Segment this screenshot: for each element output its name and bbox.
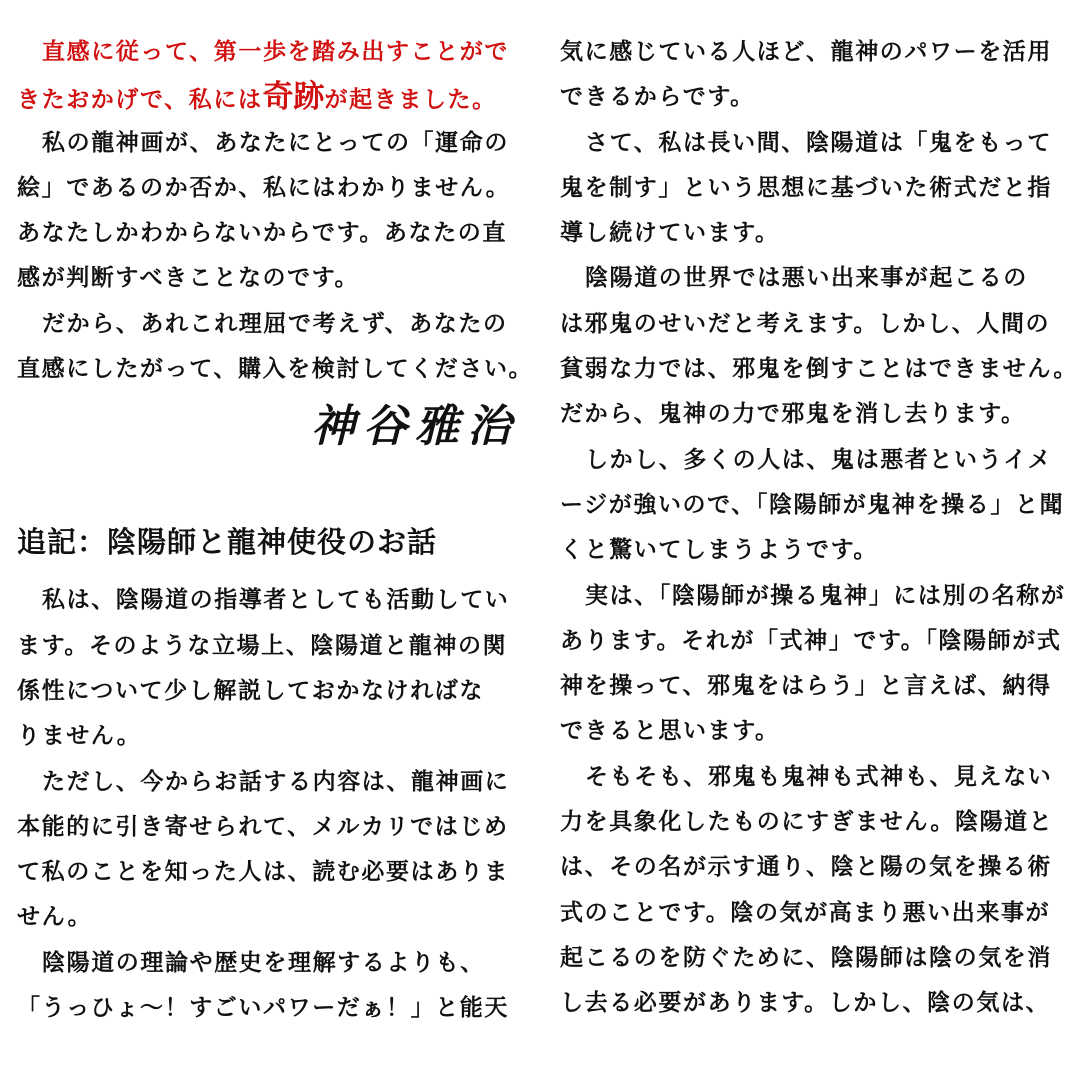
text-line: 直感にしたがって、購入を検討してください。 bbox=[17, 356, 534, 383]
text-line: 起こるのを防ぐために、陰陽師は陰の気を消 bbox=[560, 944, 1052, 971]
text-line: 鬼を制す」という思想に基づいた術式だと指 bbox=[560, 174, 1052, 201]
text-line: は、その名が示す通り、陰と陽の気を操る術 bbox=[560, 854, 1052, 881]
text-line: できると思います。 bbox=[560, 718, 780, 745]
intro-red-text-b: が起きました。 bbox=[324, 87, 497, 114]
text-line: 本能的に引き寄せられて、メルカリではじめ bbox=[17, 813, 509, 840]
intro-red-text-a: きたおかげで、私には bbox=[17, 87, 263, 114]
text-line: 貧弱な力では、邪鬼を倒すことはできません。 bbox=[560, 356, 1078, 383]
paragraph-theory-vs-feeling bbox=[17, 941, 527, 1032]
text-line: あります。それが「式神」です。「陰陽師が式 bbox=[560, 627, 1062, 654]
paragraph-shikigami bbox=[560, 574, 1072, 755]
text-line: 絵」であるのか否か、私にはわかりません。 bbox=[17, 174, 511, 201]
text-line: 陰陽道の理論や歴史を理解するよりも、 bbox=[42, 949, 485, 976]
text-line: 陰陽道の世界では悪い出来事が起こるの bbox=[585, 265, 1028, 292]
paragraph-continuation bbox=[560, 30, 1072, 121]
paragraph-onmyodo-leader bbox=[17, 578, 527, 759]
text-line: できるからです。 bbox=[560, 84, 755, 111]
section-spacer bbox=[17, 462, 527, 514]
text-line: だから、鬼神の力で邪鬼を消し去ります。 bbox=[560, 401, 1026, 428]
left-column bbox=[17, 30, 534, 1031]
text-line: し去る必要があります。しかし、陰の気は、 bbox=[560, 990, 1051, 1017]
text-line: さて、私は長い間、陰陽道は「鬼をもって bbox=[585, 129, 1052, 156]
paragraph-no-need-to-read bbox=[17, 760, 527, 941]
text-line: しかし、多くの人は、鬼は悪者というイメ bbox=[585, 446, 1053, 473]
text-line: ただし、今からお話する内容は、龍神画に bbox=[42, 768, 510, 795]
text-line: 導し続けています。 bbox=[560, 220, 780, 247]
text-line: 力を具象化したものにすぎません。陰陽道と bbox=[560, 809, 1054, 836]
paragraph-invisible-power bbox=[560, 755, 1072, 1027]
text-line: 私は、陰陽道の指導者としても活動してい bbox=[42, 587, 510, 614]
text-line: 感が判断すべきことなのです。 bbox=[17, 265, 360, 292]
miracle-emphasis: 奇跡 bbox=[262, 79, 325, 116]
text-line: 実は、「陰陽師が操る鬼神」には別の名称が bbox=[585, 582, 1066, 609]
text-line: りません。 bbox=[17, 723, 142, 750]
paragraph-fate-painting bbox=[17, 121, 527, 302]
paragraph-oni-image bbox=[560, 438, 1072, 574]
text-line: 係性について少し解説しておかなければな bbox=[17, 677, 484, 704]
text-line: 「うっひょ～！すごいパワーだぁ！」と能天 bbox=[17, 995, 509, 1022]
text-line: くと驚いてしまうようです。 bbox=[560, 537, 878, 564]
paragraph-oni-philosophy bbox=[560, 121, 1072, 257]
section-heading: 追記：陰陽師と龍神使役のお話 bbox=[17, 525, 438, 560]
paragraph-purchase-advice bbox=[17, 302, 534, 393]
text-line: ます。そのような立場上、陰陽道と龍神の関 bbox=[17, 632, 508, 659]
author-signature: 神谷雅治 bbox=[311, 401, 519, 453]
text-line: あなたしかわからないからです。あなたの直 bbox=[17, 220, 507, 247]
text-line: 私の龍神画が、あなたにとっての「運命の bbox=[42, 129, 509, 156]
text-line: そもそも、邪鬼も鬼神も式神も、見えない bbox=[585, 763, 1053, 790]
text-line: 気に感じている人ほど、龍神のパワーを活用 bbox=[560, 39, 1052, 65]
text-line: ージが強いので、「陰陽師が鬼神を操る」と聞 bbox=[560, 491, 1065, 518]
text-line: 神を操って、邪鬼をはらう」と言えば、納得 bbox=[560, 673, 1052, 700]
text-line: は邪鬼のせいだと考えます。しかし、人間の bbox=[560, 310, 1051, 337]
text-line: て私のことを知った人は、読む必要はありま bbox=[17, 859, 509, 886]
intro-red-line-2 bbox=[17, 75, 527, 120]
text-line: せん。 bbox=[17, 904, 93, 931]
right-column bbox=[560, 30, 1078, 1027]
text-line: 式のことです。陰の気が高まり悪い出来事が bbox=[560, 899, 1051, 926]
intro-red-line-1: 直感に従って、第一歩を踏み出すことがで bbox=[42, 39, 509, 65]
text-line: だから、あれこれ理屈で考えず、あなたの bbox=[42, 310, 508, 337]
paragraph-evil-spirits bbox=[560, 256, 1078, 437]
